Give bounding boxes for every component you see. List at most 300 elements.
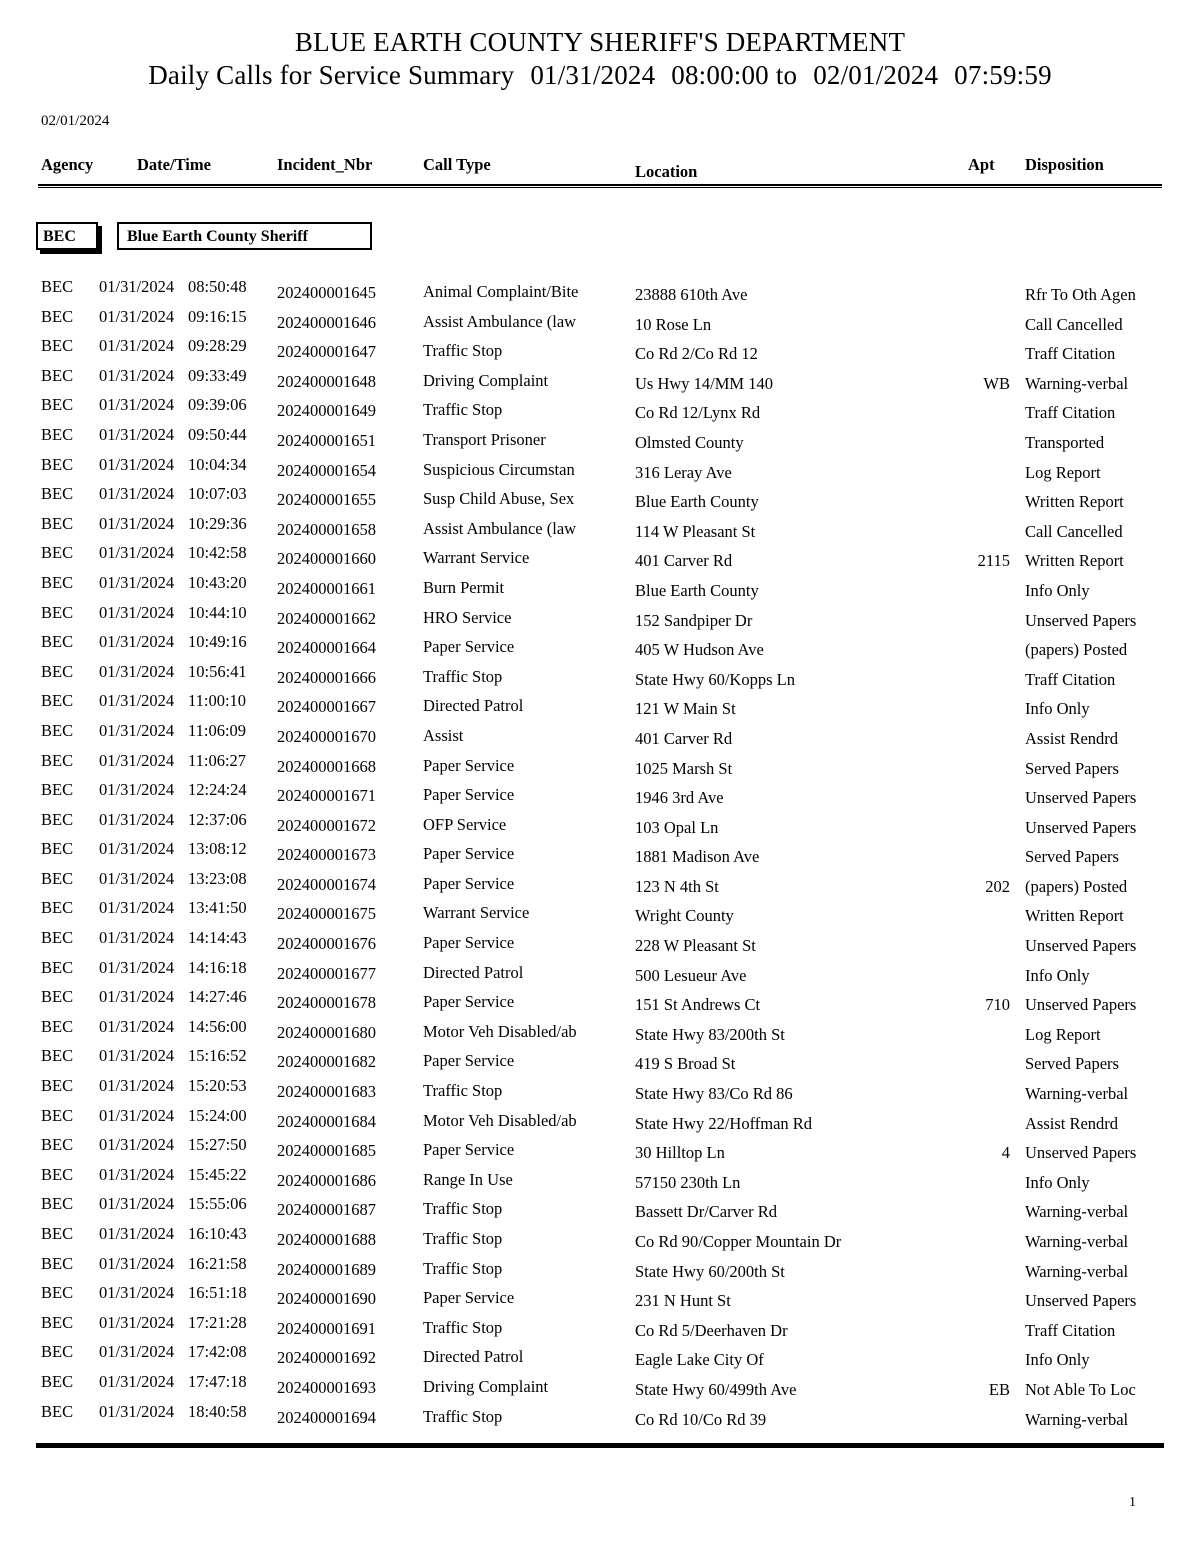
cell-location: State Hwy 22/Hoffman Rd [635, 1113, 813, 1133]
cell-location: State Hwy 60/Kopps Ln [635, 669, 795, 689]
cell-agency: BEC [41, 987, 74, 1007]
cell-time: 15:45:22 [188, 1164, 247, 1184]
cell-agency: BEC [41, 1076, 74, 1096]
cell-time: 14:14:43 [188, 928, 247, 948]
cell-disposition: Info Only [1025, 1172, 1090, 1192]
column-header-location: Location [635, 162, 698, 181]
cell-incident-nbr: 202400001678 [277, 993, 376, 1013]
table-row [0, 424, 1200, 454]
cell-disposition: Unserved Papers [1025, 788, 1137, 808]
cell-disposition: Warning-verbal [1025, 373, 1129, 393]
table-row [0, 690, 1200, 720]
cell-location: 401 Carver Rd [635, 551, 733, 571]
cell-location: 152 Sandpiper Dr [635, 610, 753, 630]
cell-date: 01/31/2024 [99, 1105, 175, 1125]
cell-date: 01/31/2024 [99, 543, 175, 563]
cell-disposition: Info Only [1025, 699, 1090, 719]
table-row [0, 779, 1200, 809]
cell-date: 01/31/2024 [99, 691, 175, 711]
cell-time: 15:55:06 [188, 1194, 247, 1214]
cell-date: 01/31/2024 [99, 1135, 175, 1155]
cell-date: 01/31/2024 [99, 720, 175, 740]
cell-incident-nbr: 202400001687 [277, 1200, 376, 1220]
cell-call-type: Traffic Stop [423, 1199, 503, 1219]
cell-incident-nbr: 202400001645 [277, 283, 376, 302]
cell-time: 17:42:08 [188, 1342, 247, 1362]
cell-call-type: OFP Service [423, 814, 507, 834]
cell-agency: BEC [41, 454, 74, 474]
table-row [0, 483, 1200, 513]
table-row [0, 720, 1200, 750]
cell-time: 09:16:15 [188, 306, 247, 326]
cell-call-type: Assist Ambulance (law [423, 311, 577, 331]
cell-date: 01/31/2024 [99, 1164, 175, 1184]
cell-apt: 202 [985, 876, 1010, 896]
cell-agency: BEC [41, 809, 74, 829]
cell-time: 10:42:58 [188, 543, 247, 563]
cell-time: 10:56:41 [188, 661, 247, 681]
cell-incident-nbr: 202400001684 [277, 1111, 376, 1131]
cell-incident-nbr: 202400001676 [277, 934, 376, 954]
cell-disposition: Traff Citation [1025, 1320, 1116, 1340]
range-end-time: 07:59:59 [954, 60, 1052, 90]
cell-incident-nbr: 202400001677 [277, 963, 376, 983]
cell-location: Co Rd 12/Lynx Rd [635, 403, 761, 423]
table-row [0, 957, 1200, 987]
cell-agency: BEC [41, 780, 74, 800]
agency-code-label: BEC [43, 228, 76, 245]
cell-time: 11:06:09 [188, 720, 247, 740]
cell-agency: BEC [41, 1342, 74, 1362]
cell-location: Bassett Dr/Carver Rd [635, 1202, 778, 1222]
cell-agency: BEC [41, 484, 74, 504]
cell-location: 1025 Marsh St [635, 758, 733, 778]
table-row [0, 1193, 1200, 1223]
table-row [0, 454, 1200, 484]
column-header-datetime: Date/Time [137, 155, 211, 174]
cell-time: 13:41:50 [188, 898, 247, 918]
cell-date: 01/31/2024 [99, 1194, 175, 1214]
cell-date: 01/31/2024 [99, 1371, 175, 1391]
cell-date: 01/31/2024 [99, 1253, 175, 1273]
cell-disposition: Traff Citation [1025, 344, 1116, 364]
cell-call-type: Traffic Stop [423, 1406, 503, 1426]
table-row [0, 1105, 1200, 1135]
cell-location: Co Rd 2/Co Rd 12 [635, 344, 758, 364]
cell-date: 01/31/2024 [99, 454, 175, 474]
table-row [0, 927, 1200, 957]
cell-incident-nbr: 202400001647 [277, 342, 376, 362]
cell-agency: BEC [41, 957, 74, 977]
cell-location: 123 N 4th St [635, 876, 719, 896]
cell-disposition: Unserved Papers [1025, 1291, 1137, 1311]
cell-time: 12:24:24 [188, 780, 247, 800]
cell-incident-nbr: 202400001664 [277, 638, 376, 658]
cell-date: 01/31/2024 [99, 1046, 175, 1066]
cell-call-type: Directed Patrol [423, 696, 524, 716]
cell-location: Co Rd 10/Co Rd 39 [635, 1409, 767, 1429]
cell-location: Blue Earth County [635, 492, 759, 512]
cell-time: 15:20:53 [188, 1076, 247, 1096]
cell-date: 01/31/2024 [99, 277, 175, 296]
cell-incident-nbr: 202400001688 [277, 1230, 376, 1249]
cell-location: 316 Leray Ave [635, 462, 732, 482]
agency-name-label: Blue Earth County Sheriff [127, 228, 308, 245]
table-row [0, 809, 1200, 839]
cell-time: 16:10:43 [188, 1224, 247, 1243]
cell-call-type: Paper Service [423, 1140, 515, 1160]
table-row [0, 1253, 1200, 1283]
cell-date: 01/31/2024 [99, 1342, 175, 1362]
table-row [0, 1401, 1200, 1431]
cell-call-type: Suspicious Circumstan [423, 459, 575, 479]
cell-incident-nbr: 202400001672 [277, 815, 376, 835]
cell-location: State Hwy 83/200th St [635, 1024, 785, 1044]
table-row [0, 838, 1200, 868]
cell-location: Co Rd 90/Copper Mountain Dr [635, 1232, 842, 1251]
cell-time: 18:40:58 [188, 1401, 247, 1421]
cell-call-type: Range In Use [423, 1169, 513, 1189]
cell-location: 419 S Broad St [635, 1054, 736, 1074]
cell-call-type: Motor Veh Disabled/ab [423, 1110, 577, 1130]
footer-rule [36, 1443, 1164, 1448]
cell-incident-nbr: 202400001690 [277, 1289, 376, 1309]
table-row [0, 276, 1200, 306]
cell-agency: BEC [41, 602, 74, 622]
cell-time: 17:47:18 [188, 1371, 247, 1391]
range-start-time: 08:00:00 [671, 60, 769, 90]
cell-location: 10 Rose Ln [635, 314, 712, 334]
cell-time: 10:49:16 [188, 632, 247, 652]
cell-time: 13:23:08 [188, 868, 247, 888]
cell-time: 11:00:10 [188, 691, 247, 711]
cell-call-type: Paper Service [423, 785, 515, 805]
report-title-block [0, 26, 1200, 92]
cell-location: 23888 610th Ave [635, 285, 748, 304]
cell-call-type: Directed Patrol [423, 962, 524, 982]
cell-time: 14:16:18 [188, 957, 247, 977]
cell-incident-nbr: 202400001651 [277, 430, 376, 450]
cell-location: 228 W Pleasant St [635, 936, 756, 956]
cell-disposition: Traff Citation [1025, 669, 1116, 689]
cell-call-type: Traffic Stop [423, 1258, 503, 1278]
cell-time: 10:44:10 [188, 602, 247, 622]
report-subtitle-label: Daily Calls for Service Summary [148, 60, 515, 90]
cell-apt: 2115 [977, 551, 1010, 571]
cell-disposition: Served Papers [1025, 758, 1119, 778]
header-rule [38, 184, 1162, 188]
cell-location: 231 N Hunt St [635, 1291, 731, 1311]
cell-time: 14:56:00 [188, 1016, 247, 1036]
cell-disposition: (papers) Posted [1025, 876, 1128, 896]
cell-time: 15:27:50 [188, 1135, 247, 1155]
cell-time: 12:37:06 [188, 809, 247, 829]
cell-location: 1946 3rd Ave [635, 788, 724, 808]
cell-disposition: Call Cancelled [1025, 314, 1123, 334]
cell-call-type: Traffic Stop [423, 666, 503, 686]
cell-date: 01/31/2024 [99, 572, 175, 592]
cell-agency: BEC [41, 868, 74, 888]
cell-call-type: Paper Service [423, 992, 515, 1012]
cell-date: 01/31/2024 [99, 898, 175, 918]
cell-disposition: Info Only [1025, 1350, 1090, 1370]
cell-date: 01/31/2024 [99, 306, 175, 326]
cell-apt: EB [988, 1379, 1010, 1399]
cell-location: Blue Earth County [635, 580, 759, 600]
cell-date: 01/31/2024 [99, 1401, 175, 1421]
cell-call-type: Traffic Stop [423, 1081, 503, 1101]
cell-call-type: Assist Ambulance (law [423, 518, 577, 538]
cell-time: 08:50:48 [188, 277, 247, 296]
cell-agency: BEC [41, 365, 74, 385]
cell-date: 01/31/2024 [99, 513, 175, 533]
table-row [0, 868, 1200, 898]
cell-location: 30 Hilltop Ln [635, 1143, 725, 1163]
cell-agency: BEC [41, 661, 74, 681]
cell-date: 01/31/2024 [99, 661, 175, 681]
cell-agency: BEC [41, 1283, 74, 1303]
cell-apt: WB [983, 373, 1010, 393]
table-row [0, 1312, 1200, 1342]
cell-agency: BEC [41, 1253, 74, 1273]
table-row [0, 602, 1200, 632]
cell-call-type: Animal Complaint/Bite [423, 282, 579, 301]
cell-incident-nbr: 202400001693 [277, 1377, 376, 1397]
table-row [0, 631, 1200, 661]
cell-call-type: Paper Service [423, 1051, 515, 1071]
cell-location: 57150 230th Ln [635, 1172, 741, 1192]
cell-date: 01/31/2024 [99, 395, 175, 415]
cell-incident-nbr: 202400001694 [277, 1407, 376, 1427]
cell-incident-nbr: 202400001646 [277, 312, 376, 332]
cell-time: 17:21:28 [188, 1312, 247, 1332]
cell-disposition: Written Report [1025, 906, 1124, 926]
table-row [0, 1282, 1200, 1312]
cell-disposition: Served Papers [1025, 847, 1119, 867]
cell-agency: BEC [41, 898, 74, 918]
cell-location: Wright County [635, 906, 734, 926]
cell-location: Us Hwy 14/MM 140 [635, 373, 773, 393]
cell-date: 01/31/2024 [99, 602, 175, 622]
cell-time: 10:04:34 [188, 454, 247, 474]
cell-disposition: Assist Rendrd [1025, 1113, 1119, 1133]
cell-incident-nbr: 202400001680 [277, 1022, 376, 1042]
cell-location: State Hwy 83/Co Rd 86 [635, 1084, 793, 1104]
cell-time: 15:24:00 [188, 1105, 247, 1125]
cell-call-type: Traffic Stop [423, 400, 503, 420]
cell-date: 01/31/2024 [99, 957, 175, 977]
page-number: 1 [1129, 1495, 1136, 1510]
cell-incident-nbr: 202400001692 [277, 1348, 376, 1368]
cell-location: 151 St Andrews Ct [635, 995, 761, 1015]
table-row [0, 661, 1200, 691]
cell-time: 09:28:29 [188, 336, 247, 356]
cell-agency: BEC [41, 1016, 74, 1036]
cell-incident-nbr: 202400001648 [277, 371, 376, 391]
cell-incident-nbr: 202400001660 [277, 549, 376, 569]
cell-call-type: Paper Service [423, 755, 515, 775]
cell-location: Eagle Lake City Of [635, 1350, 764, 1370]
cell-disposition: Warning-verbal [1025, 1232, 1129, 1251]
table-row [0, 365, 1200, 395]
table-row [0, 1134, 1200, 1164]
range-connector: to [775, 60, 798, 90]
cell-disposition: Not Able To Loc [1025, 1379, 1136, 1399]
column-header-call-type: Call Type [423, 155, 491, 174]
cell-date: 01/31/2024 [99, 750, 175, 770]
column-header-row [0, 150, 1200, 188]
cell-agency: BEC [41, 395, 74, 415]
cell-incident-nbr: 202400001649 [277, 401, 376, 421]
cell-incident-nbr: 202400001673 [277, 845, 376, 865]
cell-disposition: Rfr To Oth Agen [1025, 285, 1136, 304]
cell-disposition: Log Report [1025, 462, 1101, 482]
cell-call-type: Traffic Stop [423, 1317, 503, 1337]
cell-date: 01/31/2024 [99, 1016, 175, 1036]
cell-disposition: Traff Citation [1025, 403, 1116, 423]
cell-date: 01/31/2024 [99, 632, 175, 652]
cell-call-type: Driving Complaint [423, 370, 549, 390]
cell-call-type: Driving Complaint [423, 1376, 549, 1396]
cell-call-type: Motor Veh Disabled/ab [423, 1021, 577, 1041]
cell-incident-nbr: 202400001675 [277, 904, 376, 924]
cell-location: 114 W Pleasant St [635, 521, 756, 541]
cell-incident-nbr: 202400001668 [277, 756, 376, 776]
cell-incident-nbr: 202400001662 [277, 608, 376, 628]
report-subtitle [0, 58, 1200, 92]
cell-disposition: Warning-verbal [1025, 1409, 1129, 1429]
cell-incident-nbr: 202400001682 [277, 1052, 376, 1072]
cell-incident-nbr: 202400001685 [277, 1141, 376, 1161]
table-row [0, 1371, 1200, 1401]
cell-call-type: Paper Service [423, 637, 515, 657]
cell-date: 01/31/2024 [99, 987, 175, 1007]
cell-incident-nbr: 202400001683 [277, 1082, 376, 1102]
cell-call-type: Paper Service [423, 873, 515, 893]
table-row [0, 986, 1200, 1016]
cell-location: 401 Carver Rd [635, 728, 733, 748]
column-header-disposition: Disposition [1025, 155, 1104, 174]
agency-name-box [117, 222, 372, 250]
cell-incident-nbr: 202400001686 [277, 1170, 376, 1190]
table-row [0, 1075, 1200, 1105]
cell-agency: BEC [41, 1105, 74, 1125]
cell-location: 121 W Main St [635, 699, 736, 719]
table-row [0, 394, 1200, 424]
agency-code-box [36, 222, 98, 250]
cell-location: Co Rd 5/Deerhaven Dr [635, 1320, 788, 1340]
cell-time: 11:06:27 [188, 750, 247, 770]
cell-agency: BEC [41, 1135, 74, 1155]
cell-incident-nbr: 202400001654 [277, 460, 376, 480]
cell-incident-nbr: 202400001670 [277, 726, 376, 746]
cell-disposition: Served Papers [1025, 1054, 1119, 1074]
cell-agency: BEC [41, 632, 74, 652]
cell-date: 01/31/2024 [99, 928, 175, 948]
cell-agency: BEC [41, 1224, 74, 1243]
cell-agency: BEC [41, 750, 74, 770]
cell-time: 10:43:20 [188, 572, 247, 592]
cell-incident-nbr: 202400001671 [277, 786, 376, 806]
run-date: 02/01/2024 [41, 113, 110, 129]
cell-disposition: Assist Rendrd [1025, 728, 1119, 748]
table-row [0, 1223, 1200, 1253]
cell-date: 01/31/2024 [99, 1283, 175, 1303]
cell-agency: BEC [41, 543, 74, 563]
cell-disposition: Info Only [1025, 580, 1090, 600]
cell-time: 10:07:03 [188, 484, 247, 504]
range-end-date: 02/01/2024 [813, 60, 939, 90]
table-row [0, 513, 1200, 543]
cell-incident-nbr: 202400001655 [277, 490, 376, 510]
column-header-incident-nbr: Incident_Nbr [277, 155, 373, 174]
cell-apt: 710 [985, 995, 1010, 1015]
cell-location: 103 Opal Ln [635, 817, 719, 837]
table-row [0, 750, 1200, 780]
cell-agency: BEC [41, 1371, 74, 1391]
cell-location: 500 Lesueur Ave [635, 965, 747, 985]
cell-disposition: Transported [1025, 432, 1105, 452]
cell-time: 14:27:46 [188, 987, 247, 1007]
cell-date: 01/31/2024 [99, 1312, 175, 1332]
cell-call-type: Paper Service [423, 1288, 515, 1308]
cell-incident-nbr: 202400001667 [277, 697, 376, 717]
cell-date: 01/31/2024 [99, 780, 175, 800]
cell-call-type: HRO Service [423, 607, 512, 627]
cell-time: 16:21:58 [188, 1253, 247, 1273]
cell-apt: 4 [1001, 1143, 1010, 1163]
table-row [0, 1016, 1200, 1046]
cell-location: 405 W Hudson Ave [635, 640, 764, 660]
cell-agency: BEC [41, 336, 74, 356]
cell-disposition: Unserved Papers [1025, 817, 1137, 837]
table-row [0, 542, 1200, 572]
cell-disposition: Warning-verbal [1025, 1261, 1129, 1281]
cell-call-type: Traffic Stop [423, 1229, 503, 1248]
range-start-date: 01/31/2024 [530, 60, 656, 90]
cell-disposition: Warning-verbal [1025, 1202, 1129, 1222]
cell-agency: BEC [41, 424, 74, 444]
cell-date: 01/31/2024 [99, 365, 175, 385]
column-header-apt: Apt [968, 155, 995, 174]
cell-location: State Hwy 60/200th St [635, 1261, 785, 1281]
table-row [0, 335, 1200, 365]
table-row [0, 1045, 1200, 1075]
cell-agency: BEC [41, 1194, 74, 1214]
cell-agency: BEC [41, 277, 74, 296]
cell-agency: BEC [41, 1401, 74, 1421]
cell-disposition: Log Report [1025, 1024, 1101, 1044]
cell-incident-nbr: 202400001666 [277, 667, 376, 687]
cell-incident-nbr: 202400001691 [277, 1318, 376, 1338]
cell-agency: BEC [41, 1046, 74, 1066]
cell-date: 01/31/2024 [99, 809, 175, 829]
table-row [0, 1341, 1200, 1371]
cell-time: 09:39:06 [188, 395, 247, 415]
cell-disposition: Unserved Papers [1025, 995, 1137, 1015]
cell-incident-nbr: 202400001674 [277, 874, 376, 894]
cell-call-type: Warrant Service [423, 548, 530, 568]
cell-disposition: Unserved Papers [1025, 936, 1137, 956]
cell-location: 1881 Madison Ave [635, 847, 760, 867]
cell-call-type: Burn Permit [423, 577, 505, 597]
column-header-agency: Agency [41, 155, 94, 174]
cell-disposition: Info Only [1025, 965, 1090, 985]
table-row [0, 306, 1200, 336]
cell-date: 01/31/2024 [99, 1224, 175, 1243]
table-row [0, 897, 1200, 927]
cell-time: 13:08:12 [188, 839, 247, 859]
